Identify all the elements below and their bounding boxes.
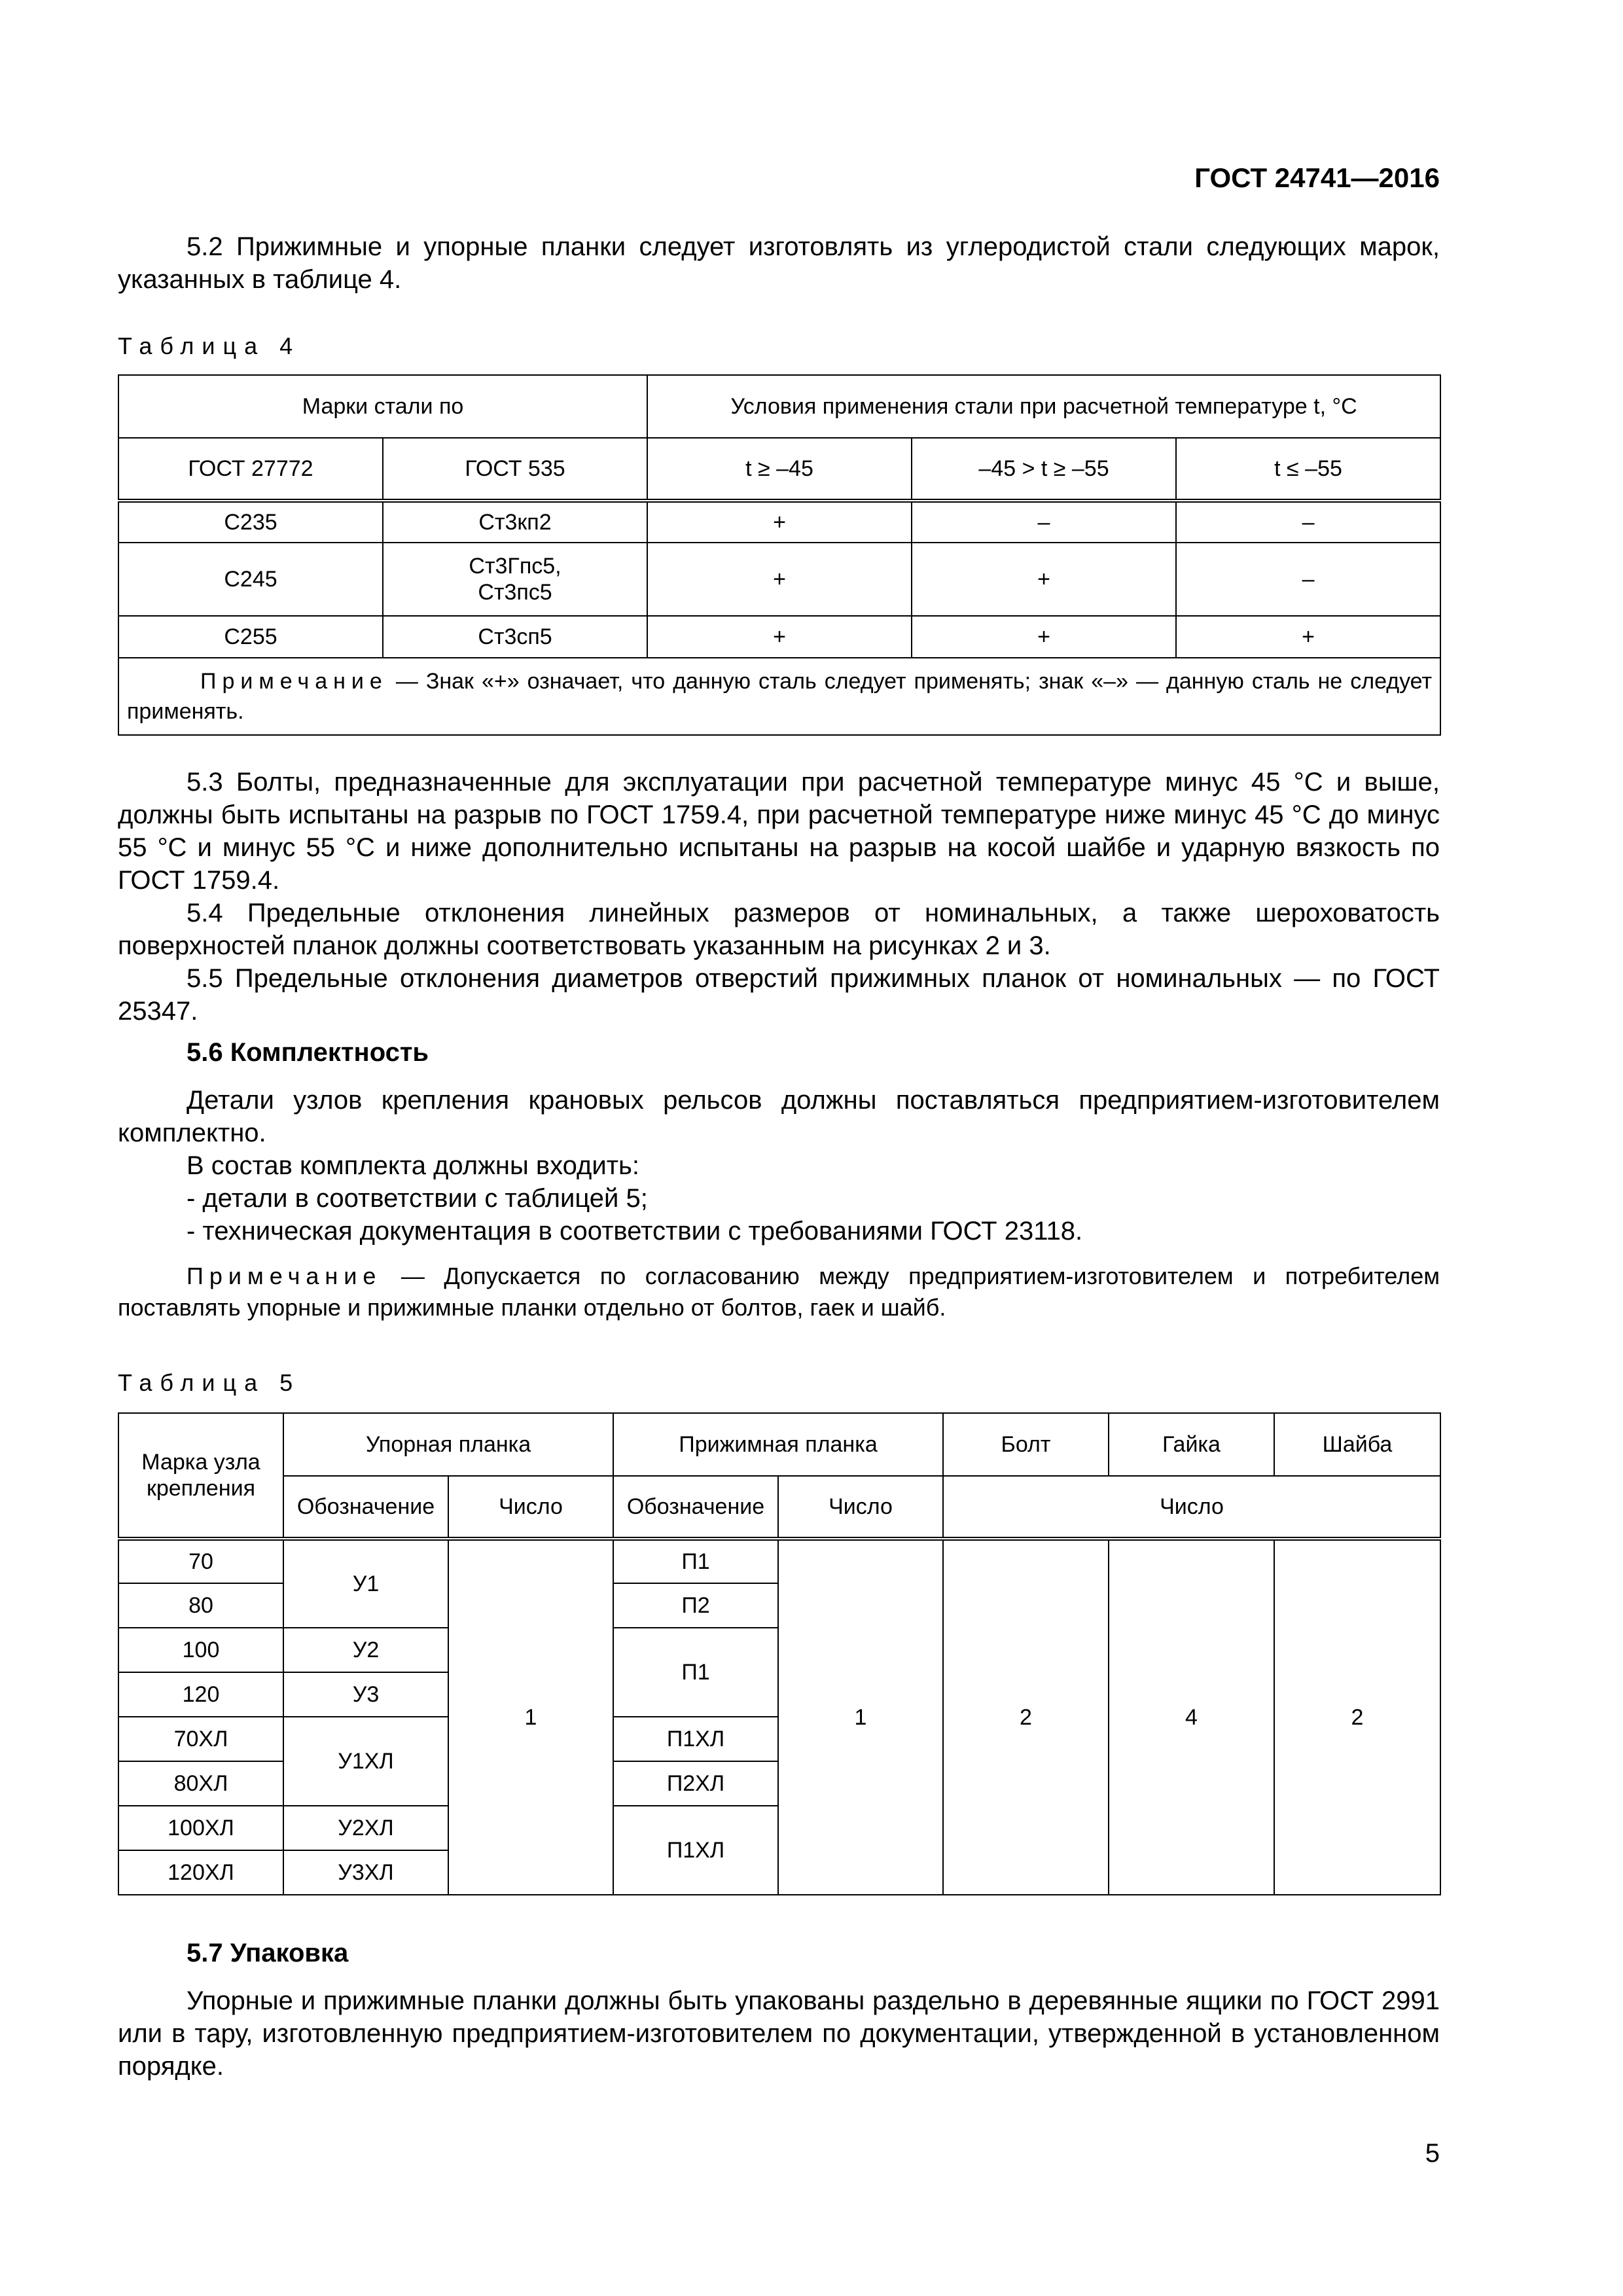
table5-head-clamp: Прижимная планка [613,1413,943,1476]
table-cell: – [1176,543,1440,616]
table5-head-stop: Упорная планка [283,1413,613,1476]
note-text: — Допускается по согласованию между предприятием-изготовителем и потребителем поставлять упорные и прижимные планки отдельно от болтов, гаек и шайб. [118,1263,1440,1321]
table4-col-t2: –45 > t ≥ –55 [912,438,1176,501]
table-cell: 100ХЛ [118,1806,283,1850]
table-cell: 4 [1109,1539,1274,1895]
table-cell: У1 [283,1539,448,1628]
note-label: Примечание [200,669,388,694]
paragraph-5-7: Упорные и прижимные планки должны быть упакованы раздельно в деревянные ящики по ГОСТ 2991 или в тару, изготовленную предприятием-изготовителем по документации, утвержденной в установленном порядке. [118,1986,1440,2081]
table5-head-count: Число [778,1476,943,1539]
table-cell: 1 [778,1539,943,1895]
table-cell: + [1176,616,1440,658]
table-cell: П2 [613,1583,778,1628]
table-cell: У2 [283,1628,448,1672]
table-cell: П1ХЛ [613,1717,778,1761]
table-cell: 70ХЛ [118,1717,283,1761]
table-row [118,616,1440,658]
table-cell: У3ХЛ [283,1850,448,1895]
list-item: - детали в соответствии с таблицей 5; [187,1184,648,1213]
table-row [118,543,1440,616]
table-5-caption: Таблица 5 [118,1369,301,1396]
table-cell: 120 [118,1672,283,1717]
table5-head-bolt: Болт [943,1413,1109,1476]
table-cell: 1 [448,1539,613,1895]
table5-head-washer: Шайба [1274,1413,1440,1476]
table-4 [118,374,1441,736]
table4-head-conditions: Условия применения стали при расчетной температуре t, °С [647,375,1440,438]
table-cell: П1 [613,1539,778,1583]
note-text: — Знак «+» означает, что данную сталь следует применять; знак «–» — данную сталь не следует применять. [127,669,1433,724]
paragraph-5-4: 5.4 Предельные отклонения линейных размеров от номинальных, а также шероховатость поверхностей планок должны соответствовать указанным на рисунках 2 и 3. [118,899,1440,960]
table-cell: С255 [118,616,383,658]
table-cell: 100 [118,1628,283,1672]
table-cell: + [647,616,912,658]
table-cell: Ст3кп2 [383,501,647,543]
table4-col-gost27772: ГОСТ 27772 [118,438,383,501]
table4-col-t1: t ≥ –45 [647,438,912,501]
table-cell: П1ХЛ [613,1806,778,1895]
table5-head-count: Число [943,1476,1440,1539]
table-cell: + [912,616,1176,658]
table5-head-desig: Обозначение [283,1476,448,1539]
table4-note [118,658,1440,735]
table-cell: + [647,501,912,543]
table-row [118,501,1440,543]
table-5 [118,1412,1441,1895]
table-cell: П2ХЛ [613,1761,778,1806]
section-5-6-heading: 5.6 Комплектность [187,1038,429,1067]
table-cell: – [1176,501,1440,543]
paragraph-5-3: 5.3 Болты, предназначенные для эксплуатации при расчетной температуре минус 45 °С и выше, должны быть испытаны на разрыв по ГОСТ 1759.4, при расчетной температуре ниже минус 45 °С до минус 55 °С и минус 55 °С и ниже дополнительно испытаны на разрыв на косой шайбе и ударную вязкость по ГОСТ 1759.4. [118,768,1440,895]
table-4-caption: Таблица 4 [118,332,301,359]
table-cell: У1ХЛ [283,1717,448,1806]
table-cell: 80ХЛ [118,1761,283,1806]
table-row [118,1539,1440,1583]
cell-line: Ст3Гпс5, [469,554,562,579]
table5-head-desig: Обозначение [613,1476,778,1539]
table4-col-t3: t ≤ –55 [1176,438,1440,501]
cell-line: Ст3пс5 [478,580,552,605]
table-cell: Ст3сп5 [383,616,647,658]
table-cell: П1 [613,1628,778,1717]
table-cell: + [647,543,912,616]
paragraph-5-6-a: Детали узлов крепления крановых рельсов должны поставляться предприятием-изготовителем комплектно. [118,1086,1440,1147]
table-cell [383,543,647,616]
table-cell: 120ХЛ [118,1850,283,1895]
page-number: 5 [1425,2139,1440,2168]
list-item: - техническая документация в соответствии с требованиями ГОСТ 23118. [187,1217,1083,1246]
table-cell: – [912,501,1176,543]
table-cell: У2ХЛ [283,1806,448,1850]
section-5-7-heading: 5.7 Упаковка [187,1939,349,1967]
table-cell: С245 [118,543,383,616]
table-cell: 70 [118,1539,283,1583]
note-label: Примечание [187,1263,382,1289]
table5-head-nut: Гайка [1109,1413,1274,1476]
table4-head-grades: Марки стали по [118,375,647,438]
table-cell: + [912,543,1176,616]
table-cell: 80 [118,1583,283,1628]
table-cell: 2 [1274,1539,1440,1895]
document-header: ГОСТ 24741—2016 [1194,162,1440,193]
paragraph-5-5: 5.5 Предельные отклонения диаметров отверстий прижимных планок от номинальных — по ГОСТ 25347. [118,964,1440,1026]
paragraph-5-6-b: В состав комплекта должны входить: [187,1151,639,1180]
table-cell: 2 [943,1539,1109,1895]
paragraph-5-2: 5.2 Прижимные и упорные планки следует изготовлять из углеродистой стали следующих марок, указанных в таблице 4. [118,232,1440,294]
table5-head-mark: Марка узла крепления [118,1413,283,1539]
table5-head-count: Число [448,1476,613,1539]
table4-col-gost535: ГОСТ 535 [383,438,647,501]
table-cell: У3 [283,1672,448,1717]
table-cell: С235 [118,501,383,543]
note-5-6 [118,1261,1440,1323]
